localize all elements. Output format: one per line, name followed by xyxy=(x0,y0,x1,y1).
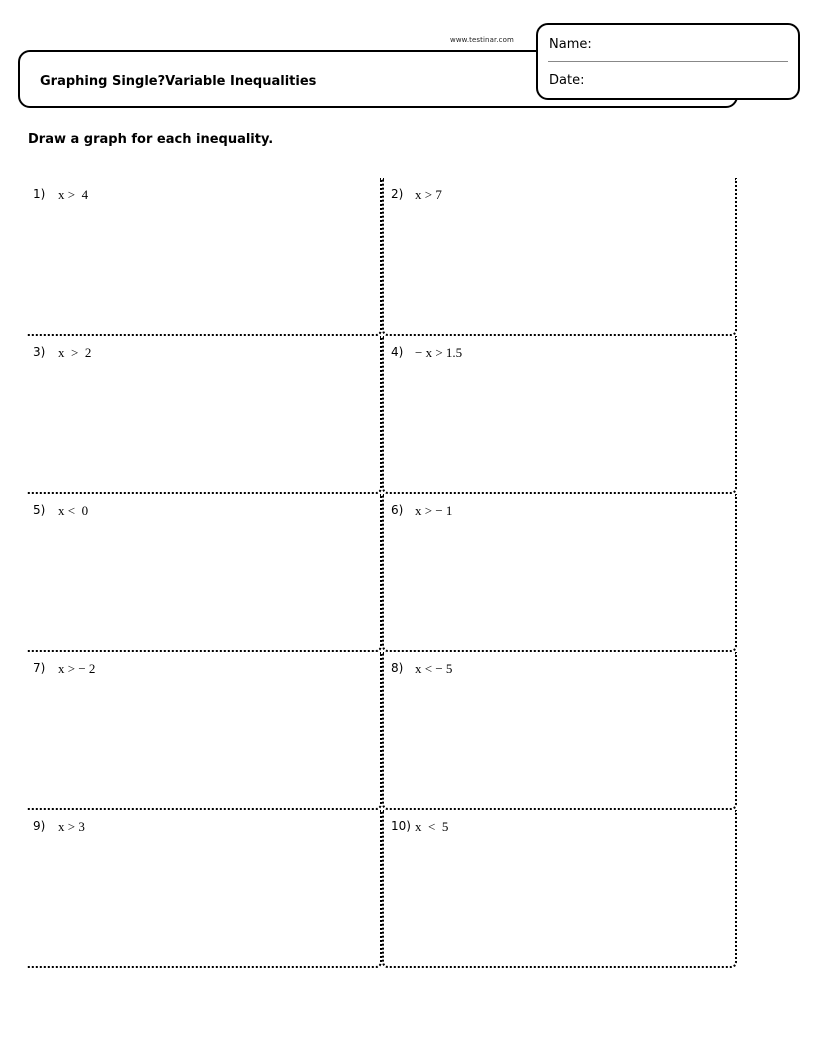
problem-cell xyxy=(382,178,737,336)
problem-number: 7) xyxy=(33,661,46,675)
problem-cell xyxy=(27,652,382,810)
problem-inequality: x > 4 xyxy=(58,187,89,202)
website-url: www.testinar.com xyxy=(450,36,514,44)
name-label: Name: xyxy=(549,37,592,52)
name-divider xyxy=(548,61,788,62)
problem-number: 3) xyxy=(33,345,46,359)
problem-cell xyxy=(382,494,737,652)
problem-inequality: x > − 2 xyxy=(58,661,96,676)
problem-number: 2) xyxy=(391,187,404,201)
problem-cell xyxy=(27,178,382,336)
problem-cell xyxy=(27,336,382,494)
problem-inequality: x > 3 xyxy=(58,819,85,834)
problem-cell xyxy=(382,652,737,810)
problem-cell xyxy=(382,336,737,494)
problem-cell xyxy=(382,810,737,968)
problem-number: 9) xyxy=(33,819,46,833)
problem-number: 5) xyxy=(33,503,46,517)
instructions: Draw a graph for each inequality. xyxy=(28,132,274,147)
problem-cell xyxy=(27,494,382,652)
problem-inequality: x > 7 xyxy=(415,187,442,202)
problem-number: 8) xyxy=(391,661,404,675)
problem-inequality: x > − 1 xyxy=(415,503,453,518)
problem-number: 1) xyxy=(33,187,46,201)
problem-inequality: x < 0 xyxy=(58,503,89,518)
problem-number: 10) xyxy=(391,819,411,833)
date-label: Date: xyxy=(549,73,585,88)
problem-cell xyxy=(27,810,382,968)
problem-grid xyxy=(27,178,737,968)
problem-inequality: x > 2 xyxy=(58,345,92,360)
worksheet-title: Graphing Single?Variable Inequalities xyxy=(40,74,317,89)
problem-number: 4) xyxy=(391,345,404,359)
problem-inequality: − x > 1.5 xyxy=(415,345,463,360)
problem-inequality: x < − 5 xyxy=(415,661,453,676)
problem-inequality: x < 5 xyxy=(415,819,449,834)
problem-number: 6) xyxy=(391,503,404,517)
name-date-box xyxy=(536,23,800,100)
